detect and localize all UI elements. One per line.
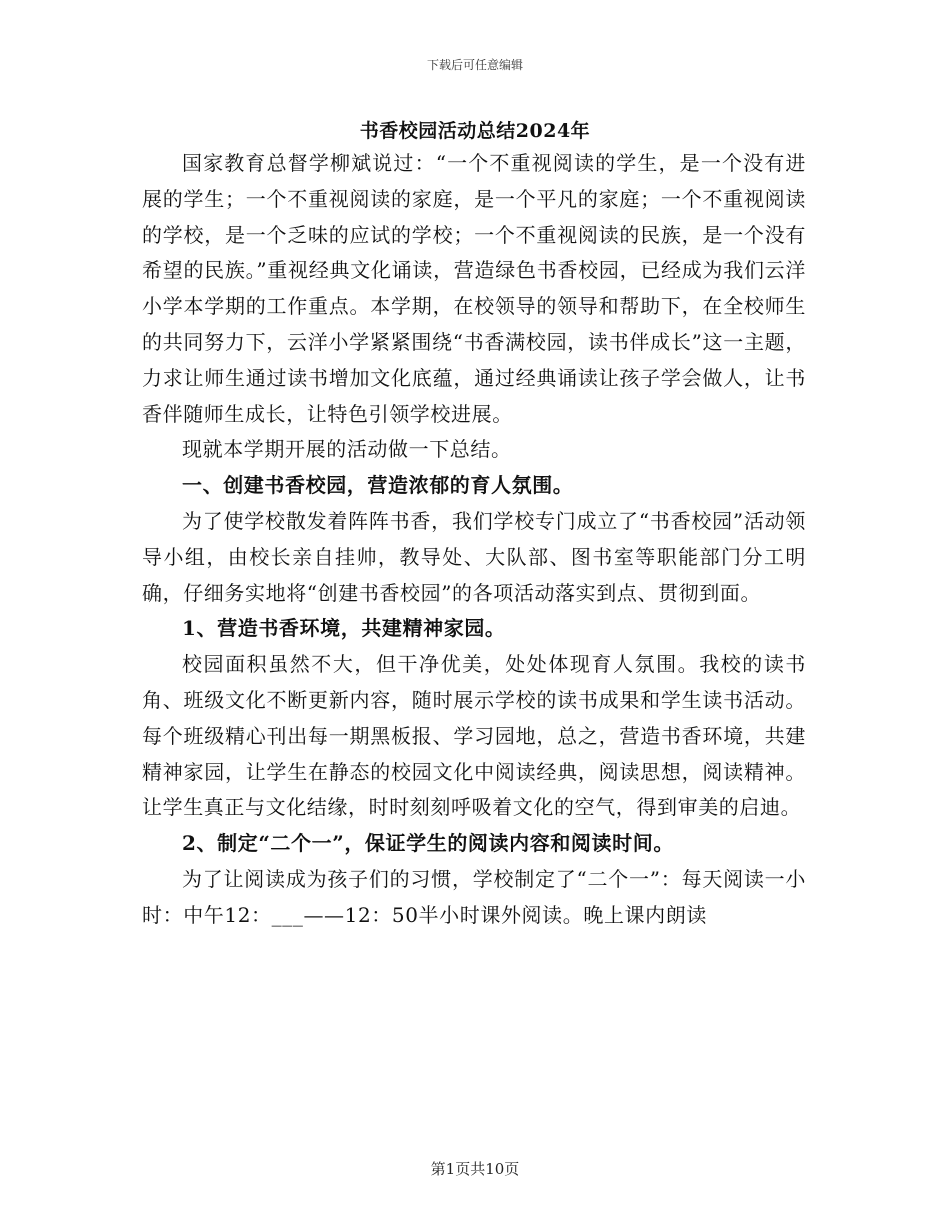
section-heading-1: 一、创建书香校园，营造浓郁的育人氛围。 (182, 473, 574, 498)
document-title: 书香校园活动总结2024年 (359, 120, 591, 142)
paragraph-subsection-1: 校园面积虽然不大，但干净优美，处处体现育人氛围。我校的读书角、班级文化不断更新内容，随时展示学校的读书成果和学生读书活动。每个班级精心刊出每一期黑板报、学习园地，总之，营造书香环境，共建精神家园，让学生在静态的校园文化中阅读经典，阅读思想，阅读精神。让学生真正与文化结缘，时时刻刻呼吸着文化的空气，得到审美的启迪。 (142, 652, 806, 820)
document-body (142, 146, 806, 934)
paragraph-summary-lead: 现就本学期开展的活动做一下总结。 (182, 437, 512, 462)
page-footer: 第1页共10页 (430, 1160, 520, 1178)
subsection-heading-1: 1、营造书香环境，共建精神家园。 (182, 616, 506, 641)
header-note: 下载后可任意编辑 (426, 58, 523, 72)
paragraph-section-1: 为了使学校散发着阵阵书香，我们学校专门成立了“书香校园”活动领导小组，由校长亲自挂帅，教导处、大队部、图书室等职能部门分工明确，仔细务实地将“创建书香校园”的各项活动落实到点、贯彻到面。 (142, 508, 806, 605)
subsection-heading-2: 2、制定“二个一”，保证学生的阅读内容和阅读时间。 (182, 831, 674, 856)
paragraph-intro: 国家教育总督学柳斌说过：“一个不重视阅读的学生，是一个没有进展的学生；一个不重视阅读的家庭，是一个平凡的家庭；一个不重视阅读的学校，是一个乏味的应试的学校；一个不重视阅读的民族，是一个没有希望的民族。”重视经典文化诵读，营造绿色书香校园，已经成为我们云洋小学本学期的工作重点。本学期，在校领导的领导和帮助下，在全校师生的共同努力下，云洋小学紧紧围绕“书香满校园，读书伴成长”这一主题，力求让师生通过读书增加文化底蕴，通过经典诵读让孩子学会做人，让书香伴随师生成长，让特色引领学校进展。 (142, 151, 806, 426)
paragraph-subsection-2: 为了让阅读成为孩子们的习惯，学校制定了“二个一”：每天阅读一小时：中午12：___——12：50半小时课外阅读。晚上课内朗读 (142, 866, 806, 927)
